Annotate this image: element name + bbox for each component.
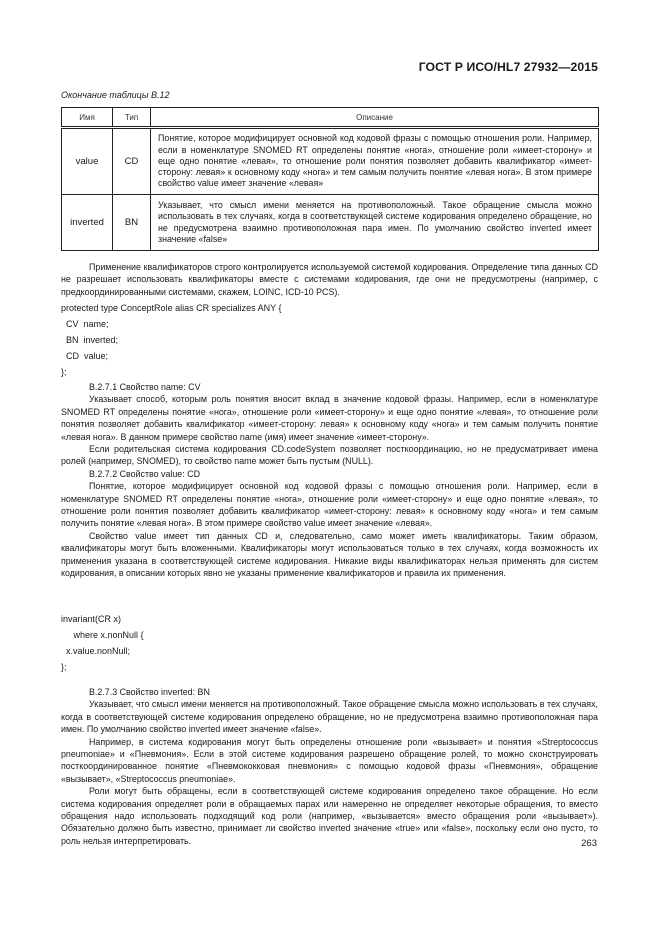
document-standard-header: ГОСТ Р ИСО/HL7 27932—2015 (418, 60, 598, 74)
column-header-name: Имя (62, 108, 113, 128)
section-inverted-property (61, 686, 598, 847)
section-heading: В.2.7.1 Свойство name: CV (89, 382, 201, 392)
code-block-invariant (61, 611, 144, 675)
code-line: CV name; (61, 319, 109, 329)
section-name-property (61, 381, 598, 580)
code-line: protected type ConceptRole alias CR specializes ANY { (61, 303, 282, 313)
paragraph: Роли могут быть обращены, если в соответствующей системе кодирования определено такое обращение. Но если система кодирования определяет роли в обращаемых парах или намеренно не определяет некоторые обращения, то вместо обращения надо использовать подходящий код роли (например, «вызывается» вместо обращения роли «вызывает»). Обязательно должно быть известно, принимает ли свойство inverted значение «true» или «false», поскольку если оно пусто, то роль нельзя интерпретировать. (61, 786, 598, 846)
cell-type: CD (113, 128, 151, 195)
column-header-description: Описание (151, 108, 599, 128)
definition-table (61, 107, 599, 251)
cell-type: BN (113, 195, 151, 251)
table-row (62, 195, 599, 251)
code-line: BN inverted; (61, 335, 119, 345)
code-line: CD value; (61, 351, 109, 361)
paragraph: Указывает способ, которым роль понятия вносит вклад в значение кодовой фразы. Например, если в номенклатуре SNOMED RT определены понятие «нога», отношение роли «имеет-сторону» и еще одно понятие «левая», то отношение роли понятия позволяет добавить квалификатор «имеет-сторону: левая» к основному коду «нога» и тем самым получить понятие «левая нога». В данном примере свойство name (имя) имеет значение «имеет-сторону». (61, 394, 598, 442)
page-number: 263 (581, 838, 597, 849)
cell-name: inverted (62, 195, 113, 251)
paragraph: Если родительская система кодирования CD.codeSystem позволяет посткоординацию, но не предусматривает имена ролей (например, SNOMED), то свойство name может быть пустым (NULL). (61, 444, 598, 467)
code-line: where x.nonNull { (61, 630, 144, 640)
code-line: }; (61, 662, 67, 672)
section-heading: В.2.7.3 Свойство inverted: BN (89, 687, 210, 697)
paragraph: Указывает, что смысл имени меняется на противоположный. Такое обращение смысла можно использовать в тех случаях, когда в соответствующей системе кодирования определено обращение, но не предусмотрена взаимно противоположная пара имен. По умолчанию свойство inverted имеет значение «false». (61, 699, 598, 735)
paragraph: Применение квалификаторов строго контролируется используемой системой кодирования. Определение типа данных CD не разрешает использовать квалификаторы вместе с системами кодирования, где они не предусмотрены (например, с предкоординированными системами, скажем, LOINC, ICD-10 PCS). (61, 262, 598, 297)
paragraph: Свойство value имеет тип данных CD и, следовательно, само может иметь квалификаторы. Таким образом, квалификаторы могут быть вложенными. Квалификаторы могут использоваться только в тех случаях, когда возможность их применения указана в соответствующей системе кодирования. Никакие виды квалификаторах нельзя применять для систем кодирования, в описании которых явно не указаны применение квалификаторов и правила их применения. (61, 530, 598, 579)
section-intro (61, 261, 598, 298)
column-header-type: Тип (113, 108, 151, 128)
paragraph: Понятие, которое модифицирует основной код кодовой фразы с помощью отношения роли. Например, если в номенклатуре SNOMED RT определены понятие «нога», отношение роли «имеет-сторону» и еще одно понятие «левая», то отношение роли понятия позволяет добавить квалификатор «имеет-сторону: левая» к основному коду «нога» и тем самым получить понятие «левая нога». В этом примере свойство value имеет значение «левая». (61, 481, 598, 529)
cell-description: Понятие, которое модифицирует основной код кодовой фразы с помощью отношения роли. Например, если в номенклатуре SNOMED RT определены понятие «нога», отношение роли «имеет-сторону» и еще одно понятие «левая», то отношение роли понятия позволяет добавить квалификатор «имеет-сторону: левая» к основному коду «нога» и тем самым получить понятие «левая нога». В этом примере свойство value имеет значение «левая» (151, 128, 599, 195)
code-block-conceptrole (61, 300, 281, 380)
table-row (62, 128, 599, 195)
cell-name: value (62, 128, 113, 195)
code-line: x.value.nonNull; (61, 646, 131, 656)
section-heading: В.2.7.2 Свойство value: CD (89, 468, 200, 479)
code-line: }; (61, 367, 67, 377)
table-caption: Окончание таблицы В.12 (61, 90, 170, 100)
paragraph: Например, в система кодирования могут быть определены отношение роли «вызывает» и понятия «Streptococcus pneumoniae» и «Пневмония». Если в этой системе кодирования разрешено обращение ролей, то можно сконструировать посткоординированное понятие «Пневмококковая пневмония» с помощью кодовой фразы «Пневмония», обращение «вызывает», «Streptococcus pneumoniae». (61, 736, 598, 784)
code-line: invariant(CR x) (61, 614, 122, 624)
cell-description: Указывает, что смысл имени меняется на противоположный. Такое обращение смысла можно использовать в тех случаях, когда в соответствующей системе кодирования определено обращение, но не предусмотрена взаимно противоположная пара имен. По умолчанию свойство inverted имеет значение «false» (151, 195, 599, 251)
table-header-row (62, 108, 599, 128)
